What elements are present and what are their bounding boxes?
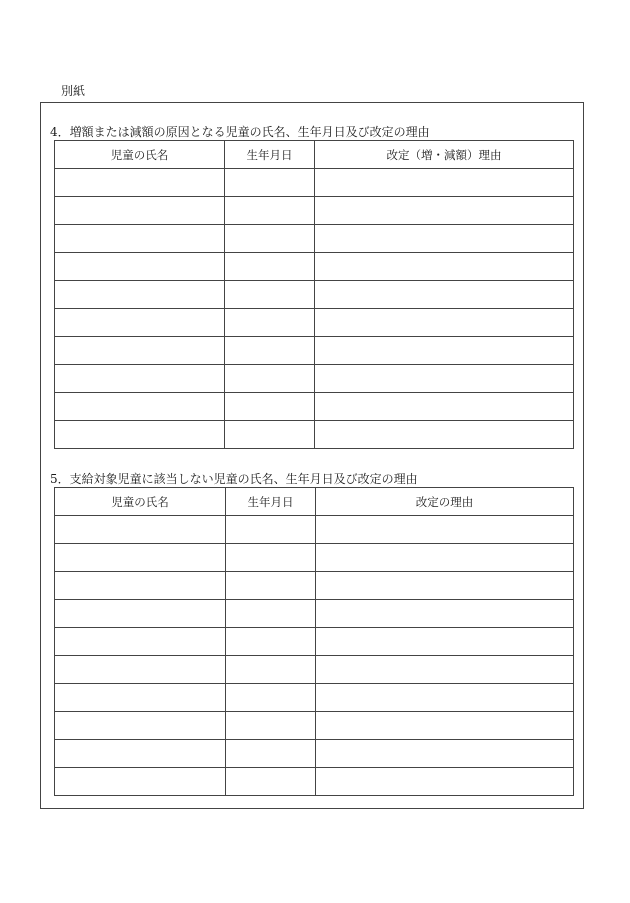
column-header-reason: 改定（増・減額）理由 xyxy=(315,141,574,169)
column-header-birthdate: 生年月日 xyxy=(225,141,315,169)
reason-cell[interactable] xyxy=(316,768,574,796)
reason-cell[interactable] xyxy=(315,421,574,449)
birthdate-cell[interactable] xyxy=(225,393,315,421)
table-row xyxy=(55,169,574,197)
child-name-cell[interactable] xyxy=(55,197,225,225)
birthdate-cell[interactable] xyxy=(226,544,316,572)
reason-cell[interactable] xyxy=(315,225,574,253)
birthdate-cell[interactable] xyxy=(225,197,315,225)
reason-cell[interactable] xyxy=(315,197,574,225)
birthdate-cell[interactable] xyxy=(226,572,316,600)
birthdate-cell[interactable] xyxy=(226,712,316,740)
table-row xyxy=(55,393,574,421)
table-row xyxy=(55,253,574,281)
column-header-birthdate: 生年月日 xyxy=(226,488,316,516)
birthdate-cell[interactable] xyxy=(226,600,316,628)
child-name-cell[interactable] xyxy=(55,600,226,628)
reason-cell[interactable] xyxy=(316,572,574,600)
table-row xyxy=(55,544,574,572)
child-name-cell[interactable] xyxy=(55,712,226,740)
birthdate-cell[interactable] xyxy=(225,281,315,309)
birthdate-cell[interactable] xyxy=(225,337,315,365)
child-name-cell[interactable] xyxy=(55,628,226,656)
child-name-cell[interactable] xyxy=(55,365,225,393)
attachment-label: 別紙 xyxy=(61,84,86,98)
table-row xyxy=(55,600,574,628)
reason-cell[interactable] xyxy=(315,309,574,337)
child-name-cell[interactable] xyxy=(55,684,226,712)
birthdate-cell[interactable] xyxy=(225,309,315,337)
birthdate-cell[interactable] xyxy=(225,225,315,253)
table-row xyxy=(55,197,574,225)
reason-cell[interactable] xyxy=(316,600,574,628)
table-row xyxy=(55,572,574,600)
child-name-cell[interactable] xyxy=(55,281,225,309)
column-header-reason: 改定の理由 xyxy=(316,488,574,516)
child-name-cell[interactable] xyxy=(55,656,226,684)
table-row xyxy=(55,628,574,656)
reason-cell[interactable] xyxy=(315,365,574,393)
section5-heading: 5．支給対象児童に該当しない児童の氏名、生年月日及び改定の理由 xyxy=(50,472,418,486)
reason-cell[interactable] xyxy=(316,544,574,572)
table-row xyxy=(55,712,574,740)
birthdate-cell[interactable] xyxy=(225,169,315,197)
reason-cell[interactable] xyxy=(316,628,574,656)
birthdate-cell[interactable] xyxy=(225,253,315,281)
birthdate-cell[interactable] xyxy=(226,768,316,796)
table-row xyxy=(55,225,574,253)
table-row xyxy=(55,421,574,449)
table-row xyxy=(55,516,574,544)
child-name-cell[interactable] xyxy=(55,768,226,796)
column-header-child-name: 児童の氏名 xyxy=(55,488,226,516)
child-name-cell[interactable] xyxy=(55,309,225,337)
child-name-cell[interactable] xyxy=(55,572,226,600)
table-row xyxy=(55,768,574,796)
birthdate-cell[interactable] xyxy=(225,421,315,449)
reason-cell[interactable] xyxy=(315,281,574,309)
child-name-cell[interactable] xyxy=(55,516,226,544)
child-name-cell[interactable] xyxy=(55,421,225,449)
table-row xyxy=(55,337,574,365)
section5-table xyxy=(54,487,574,796)
column-header-child-name: 児童の氏名 xyxy=(55,141,225,169)
child-name-cell[interactable] xyxy=(55,393,225,421)
birthdate-cell[interactable] xyxy=(226,628,316,656)
child-name-cell[interactable] xyxy=(55,225,225,253)
table-row xyxy=(55,309,574,337)
section4-table xyxy=(54,140,574,449)
table-row xyxy=(55,740,574,768)
reason-cell[interactable] xyxy=(316,684,574,712)
child-name-cell[interactable] xyxy=(55,337,225,365)
birthdate-cell[interactable] xyxy=(225,365,315,393)
table-row xyxy=(55,684,574,712)
table-row xyxy=(55,365,574,393)
child-name-cell[interactable] xyxy=(55,544,226,572)
child-name-cell[interactable] xyxy=(55,169,225,197)
reason-cell[interactable] xyxy=(316,740,574,768)
reason-cell[interactable] xyxy=(315,253,574,281)
reason-cell[interactable] xyxy=(316,656,574,684)
birthdate-cell[interactable] xyxy=(226,656,316,684)
section4-heading: 4．増額または減額の原因となる児童の氏名、生年月日及び改定の理由 xyxy=(50,125,430,139)
table-header-row xyxy=(55,141,574,169)
child-name-cell[interactable] xyxy=(55,253,225,281)
reason-cell[interactable] xyxy=(316,516,574,544)
child-name-cell[interactable] xyxy=(55,740,226,768)
birthdate-cell[interactable] xyxy=(226,684,316,712)
birthdate-cell[interactable] xyxy=(226,516,316,544)
table-row xyxy=(55,281,574,309)
reason-cell[interactable] xyxy=(316,712,574,740)
table-header-row xyxy=(55,488,574,516)
reason-cell[interactable] xyxy=(315,337,574,365)
birthdate-cell[interactable] xyxy=(226,740,316,768)
table-row xyxy=(55,656,574,684)
reason-cell[interactable] xyxy=(315,169,574,197)
reason-cell[interactable] xyxy=(315,393,574,421)
